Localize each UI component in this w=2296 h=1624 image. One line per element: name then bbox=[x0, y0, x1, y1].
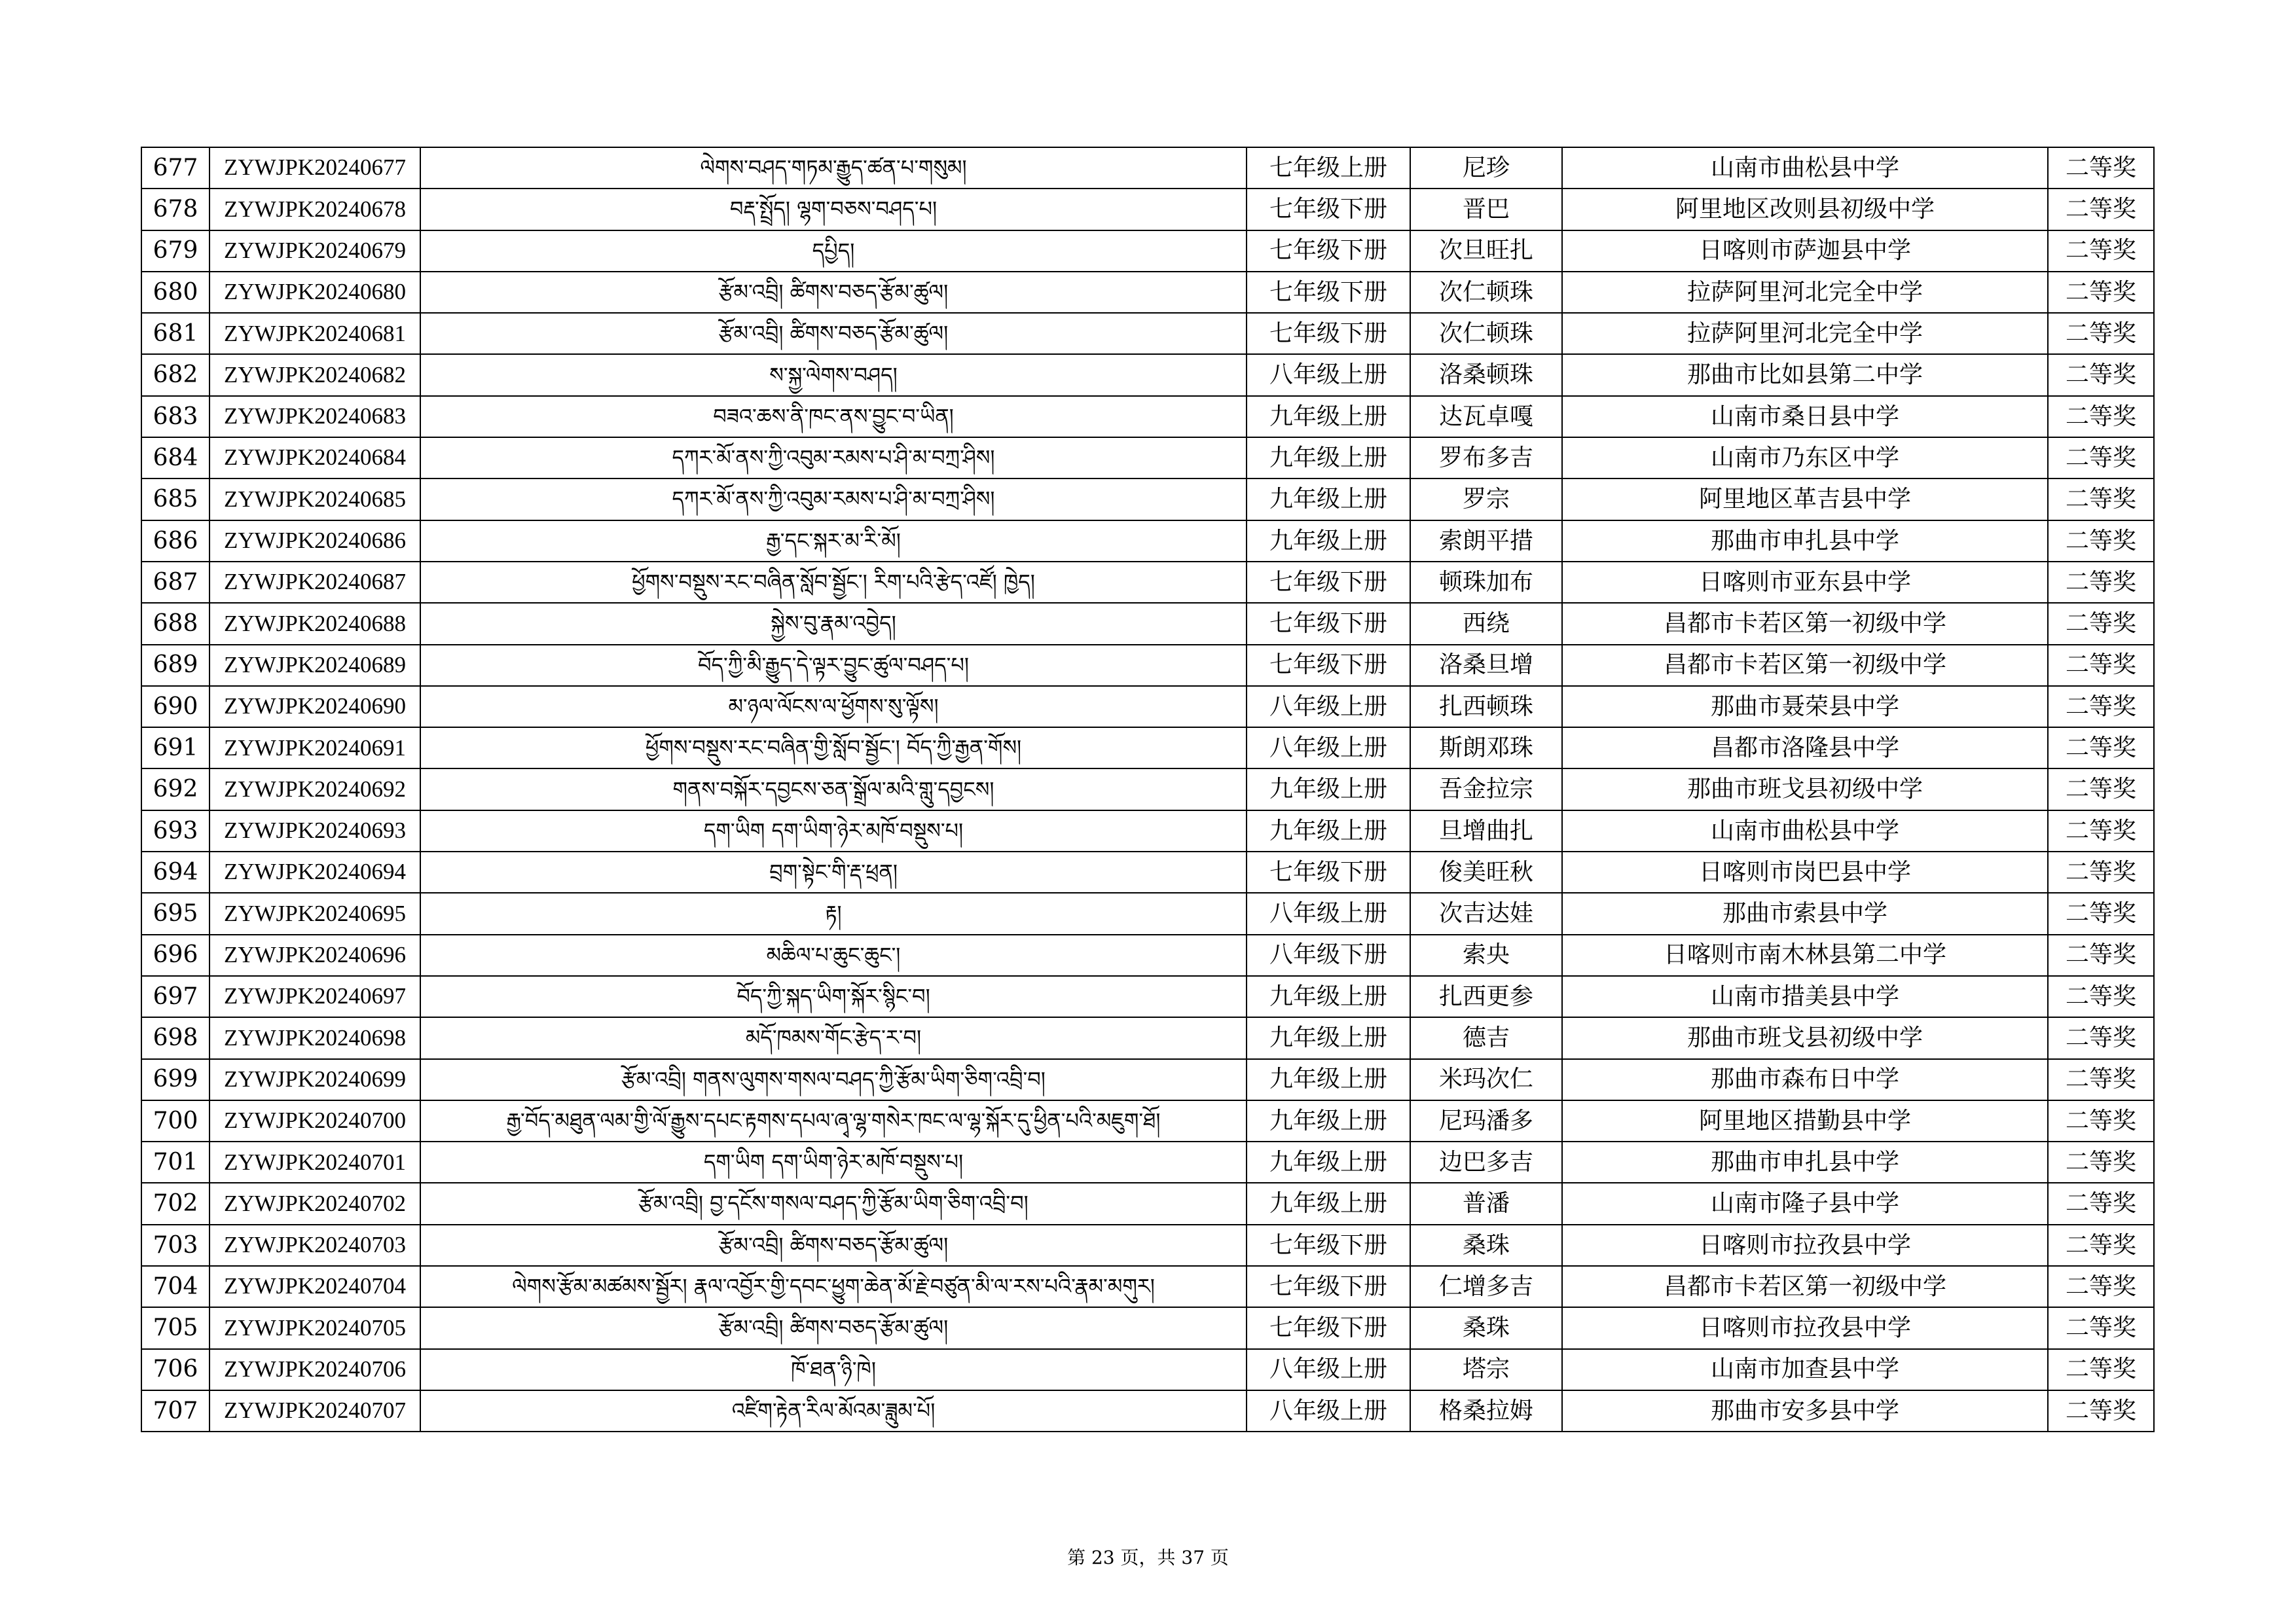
teacher-name: 索朗平措 bbox=[1410, 520, 1562, 562]
lesson-title: དཀར་མོ་ནས་ཀྱི་འབུམ་རམས་པ་ཤི་མ་བཀྲ་ཤིས། bbox=[420, 437, 1247, 478]
grade-volume: 九年级上册 bbox=[1247, 768, 1410, 810]
grade-volume: 九年级上册 bbox=[1247, 520, 1410, 562]
entry-code: ZYWJPK20240701 bbox=[210, 1142, 420, 1183]
teacher-name: 罗布多吉 bbox=[1410, 437, 1562, 478]
school-name: 昌都市洛隆县中学 bbox=[1562, 727, 2048, 768]
lesson-title: ལེགས་རྩོམ་མཚམས་སྦྱོར། རྣལ་འབྱོར་གྱི་དབང་ཕྱུག་ཆེན་མོ་རྗེ་བཙུན་མི་ལ་རས་པའི་རྣམ་མགུར། bbox=[420, 1266, 1247, 1307]
table-row bbox=[141, 1225, 2154, 1266]
row-number: 680 bbox=[141, 272, 210, 313]
award-level: 二等奖 bbox=[2048, 272, 2154, 313]
lesson-title: བོད་ཀྱི་མི་རྒྱུད་དེ་ལྟར་བྱུང་ཚུལ་བཤད་པ། bbox=[420, 645, 1247, 686]
teacher-name: 仁增多吉 bbox=[1410, 1266, 1562, 1307]
entry-code: ZYWJPK20240684 bbox=[210, 437, 420, 478]
entry-code: ZYWJPK20240685 bbox=[210, 478, 420, 520]
table-row bbox=[141, 1017, 2154, 1058]
award-level: 二等奖 bbox=[2048, 230, 2154, 272]
lesson-title: བྲག་སྟེང་གི་རྡ་ཕྲན། bbox=[420, 852, 1247, 893]
grade-volume: 八年级上册 bbox=[1247, 1390, 1410, 1432]
teacher-name: 西绕 bbox=[1410, 603, 1562, 644]
award-level: 二等奖 bbox=[2048, 354, 2154, 395]
lesson-title: བཟའ་ཆས་ནི་ཁང་ནས་བྱུང་བ་ཡིན། bbox=[420, 396, 1247, 437]
row-number: 684 bbox=[141, 437, 210, 478]
school-name: 山南市乃东区中学 bbox=[1562, 437, 2048, 478]
school-name: 山南市隆子县中学 bbox=[1562, 1183, 2048, 1224]
school-name: 那曲市安多县中学 bbox=[1562, 1390, 2048, 1432]
grade-volume: 七年级下册 bbox=[1247, 852, 1410, 893]
lesson-title: གནས་བསྐོར་དབྱངས་ཅན་སྒྲོལ་མའི་གླུ་དབྱངས། bbox=[420, 768, 1247, 810]
teacher-name: 尼玛潘多 bbox=[1410, 1100, 1562, 1142]
lesson-title: ས་སྐྱ་ལེགས་བཤད། bbox=[420, 354, 1247, 395]
row-number: 693 bbox=[141, 810, 210, 852]
grade-volume: 七年级下册 bbox=[1247, 189, 1410, 230]
award-level: 二等奖 bbox=[2048, 478, 2154, 520]
lesson-title: རྩོམ་འབྲི། གནས་ལུགས་གསལ་བཤད་ཀྱི་རྩོམ་ཡིག་ཅིག་འབྲི་བ། bbox=[420, 1059, 1247, 1100]
lesson-title: རྟ། bbox=[420, 893, 1247, 934]
entry-code: ZYWJPK20240688 bbox=[210, 603, 420, 644]
entry-code: ZYWJPK20240679 bbox=[210, 230, 420, 272]
row-number: 686 bbox=[141, 520, 210, 562]
table-row bbox=[141, 852, 2154, 893]
entry-code: ZYWJPK20240686 bbox=[210, 520, 420, 562]
row-number: 682 bbox=[141, 354, 210, 395]
table-row bbox=[141, 810, 2154, 852]
teacher-name: 晋巴 bbox=[1410, 189, 1562, 230]
table-row bbox=[141, 272, 2154, 313]
grade-volume: 九年级上册 bbox=[1247, 976, 1410, 1017]
grade-volume: 九年级上册 bbox=[1247, 1183, 1410, 1224]
row-number: 691 bbox=[141, 727, 210, 768]
award-level: 二等奖 bbox=[2048, 686, 2154, 727]
row-number: 692 bbox=[141, 768, 210, 810]
grade-volume: 七年级下册 bbox=[1247, 1266, 1410, 1307]
grade-volume: 七年级下册 bbox=[1247, 562, 1410, 603]
row-number: 695 bbox=[141, 893, 210, 934]
row-number: 697 bbox=[141, 976, 210, 1017]
school-name: 山南市桑日县中学 bbox=[1562, 396, 2048, 437]
award-level: 二等奖 bbox=[2048, 1100, 2154, 1142]
teacher-name: 达瓦卓嘎 bbox=[1410, 396, 1562, 437]
lesson-title: ལེགས་བཤད་གཏམ་རྒྱུད་ཚན་པ་གསུམ། bbox=[420, 147, 1247, 189]
school-name: 日喀则市萨迦县中学 bbox=[1562, 230, 2048, 272]
grade-volume: 八年级上册 bbox=[1247, 893, 1410, 934]
school-name: 山南市曲松县中学 bbox=[1562, 147, 2048, 189]
grade-volume: 九年级上册 bbox=[1247, 437, 1410, 478]
grade-volume: 七年级下册 bbox=[1247, 645, 1410, 686]
row-number: 694 bbox=[141, 852, 210, 893]
entry-code: ZYWJPK20240703 bbox=[210, 1225, 420, 1266]
teacher-name: 格桑拉姆 bbox=[1410, 1390, 1562, 1432]
entry-code: ZYWJPK20240678 bbox=[210, 189, 420, 230]
entry-code: ZYWJPK20240677 bbox=[210, 147, 420, 189]
awards-table bbox=[141, 147, 2155, 1432]
teacher-name: 次仁顿珠 bbox=[1410, 313, 1562, 354]
school-name: 阿里地区措勤县中学 bbox=[1562, 1100, 2048, 1142]
entry-code: ZYWJPK20240696 bbox=[210, 935, 420, 976]
teacher-name: 塔宗 bbox=[1410, 1349, 1562, 1390]
school-name: 昌都市卡若区第一初级中学 bbox=[1562, 645, 2048, 686]
table-row bbox=[141, 1142, 2154, 1183]
grade-volume: 八年级上册 bbox=[1247, 686, 1410, 727]
grade-volume: 七年级下册 bbox=[1247, 1307, 1410, 1348]
lesson-title: དག་ཡིག དག་ཡིག་ཉེར་མཁོ་བསྡུས་པ། bbox=[420, 810, 1247, 852]
teacher-name: 次吉达娃 bbox=[1410, 893, 1562, 934]
award-level: 二等奖 bbox=[2048, 603, 2154, 644]
teacher-name: 斯朗邓珠 bbox=[1410, 727, 1562, 768]
entry-code: ZYWJPK20240699 bbox=[210, 1059, 420, 1100]
entry-code: ZYWJPK20240697 bbox=[210, 976, 420, 1017]
school-name: 昌都市卡若区第一初级中学 bbox=[1562, 1266, 2048, 1307]
table-row bbox=[141, 437, 2154, 478]
lesson-title: རྩོམ་འབྲི། ཚིགས་བཅད་རྩོམ་ཚུལ། bbox=[420, 313, 1247, 354]
row-number: 705 bbox=[141, 1307, 210, 1348]
lesson-title: རྒྱ་དང་སྐར་མ་རི་མོ། bbox=[420, 520, 1247, 562]
entry-code: ZYWJPK20240694 bbox=[210, 852, 420, 893]
teacher-name: 索央 bbox=[1410, 935, 1562, 976]
entry-code: ZYWJPK20240700 bbox=[210, 1100, 420, 1142]
row-number: 679 bbox=[141, 230, 210, 272]
award-level: 二等奖 bbox=[2048, 935, 2154, 976]
award-level: 二等奖 bbox=[2048, 520, 2154, 562]
row-number: 707 bbox=[141, 1390, 210, 1432]
award-level: 二等奖 bbox=[2048, 1142, 2154, 1183]
grade-volume: 七年级上册 bbox=[1247, 147, 1410, 189]
row-number: 703 bbox=[141, 1225, 210, 1266]
lesson-title: ཁོ་ཐན་ཉི་ཁེ། bbox=[420, 1349, 1247, 1390]
entry-code: ZYWJPK20240707 bbox=[210, 1390, 420, 1432]
lesson-title: བརྡ་སྤྲོད། ལྷག་བཅས་བཤད་པ། bbox=[420, 189, 1247, 230]
table-row bbox=[141, 1307, 2154, 1348]
lesson-title: བོད་ཀྱི་སྐད་ཡིག་སྐོར་སྙིང་བ། bbox=[420, 976, 1247, 1017]
row-number: 702 bbox=[141, 1183, 210, 1224]
entry-code: ZYWJPK20240682 bbox=[210, 354, 420, 395]
lesson-title: རྒྱ་བོད་མཐུན་ལམ་གྱི་ལོ་རྒྱུས་དཔང་རྟགས་དཔལ་ཞྭ་ལྷ་གསེར་ཁང་ལ་ལྷ་སྐོར་དུ་ཕྱིན་པའི་མཇུག་ཐོ། bbox=[420, 1100, 1247, 1142]
teacher-name: 米玛次仁 bbox=[1410, 1059, 1562, 1100]
teacher-name: 顿珠加布 bbox=[1410, 562, 1562, 603]
award-level: 二等奖 bbox=[2048, 852, 2154, 893]
grade-volume: 七年级下册 bbox=[1247, 1225, 1410, 1266]
row-number: 696 bbox=[141, 935, 210, 976]
table-row bbox=[141, 562, 2154, 603]
row-number: 683 bbox=[141, 396, 210, 437]
school-name: 阿里地区改则县初级中学 bbox=[1562, 189, 2048, 230]
award-level: 二等奖 bbox=[2048, 313, 2154, 354]
entry-code: ZYWJPK20240690 bbox=[210, 686, 420, 727]
entry-code: ZYWJPK20240681 bbox=[210, 313, 420, 354]
entry-code: ZYWJPK20240698 bbox=[210, 1017, 420, 1058]
teacher-name: 扎西更参 bbox=[1410, 976, 1562, 1017]
award-level: 二等奖 bbox=[2048, 147, 2154, 189]
grade-volume: 九年级上册 bbox=[1247, 1142, 1410, 1183]
table-row bbox=[141, 893, 2154, 934]
teacher-name: 扎西顿珠 bbox=[1410, 686, 1562, 727]
grade-volume: 九年级上册 bbox=[1247, 1017, 1410, 1058]
school-name: 那曲市班戈县初级中学 bbox=[1562, 768, 2048, 810]
teacher-name: 桑珠 bbox=[1410, 1307, 1562, 1348]
award-level: 二等奖 bbox=[2048, 768, 2154, 810]
table-row bbox=[141, 396, 2154, 437]
school-name: 昌都市卡若区第一初级中学 bbox=[1562, 603, 2048, 644]
row-number: 701 bbox=[141, 1142, 210, 1183]
lesson-title: རྩོམ་འབྲི། ཚིགས་བཅད་རྩོམ་ཚུལ། bbox=[420, 272, 1247, 313]
table-row bbox=[141, 768, 2154, 810]
lesson-title: རྩོམ་འབྲི། ཚིགས་བཅད་རྩོམ་ཚུལ། bbox=[420, 1225, 1247, 1266]
grade-volume: 九年级上册 bbox=[1247, 1059, 1410, 1100]
grade-volume: 八年级下册 bbox=[1247, 935, 1410, 976]
school-name: 那曲市索县中学 bbox=[1562, 893, 2048, 934]
table-row bbox=[141, 935, 2154, 976]
row-number: 687 bbox=[141, 562, 210, 603]
row-number: 688 bbox=[141, 603, 210, 644]
school-name: 日喀则市拉孜县中学 bbox=[1562, 1307, 2048, 1348]
award-level: 二等奖 bbox=[2048, 810, 2154, 852]
award-level: 二等奖 bbox=[2048, 437, 2154, 478]
row-number: 678 bbox=[141, 189, 210, 230]
award-level: 二等奖 bbox=[2048, 189, 2154, 230]
award-level: 二等奖 bbox=[2048, 1307, 2154, 1348]
table-row bbox=[141, 189, 2154, 230]
teacher-name: 桑珠 bbox=[1410, 1225, 1562, 1266]
awards-table-wrapper bbox=[141, 147, 2153, 1432]
grade-volume: 七年级下册 bbox=[1247, 603, 1410, 644]
table-row bbox=[141, 1266, 2154, 1307]
entry-code: ZYWJPK20240706 bbox=[210, 1349, 420, 1390]
lesson-title: མ་ཉལ་ལོངས་ལ་ཕྱོགས་སུ་ལྟོས། bbox=[420, 686, 1247, 727]
grade-volume: 七年级下册 bbox=[1247, 230, 1410, 272]
table-row bbox=[141, 976, 2154, 1017]
row-number: 689 bbox=[141, 645, 210, 686]
school-name: 日喀则市岗巴县中学 bbox=[1562, 852, 2048, 893]
award-level: 二等奖 bbox=[2048, 1017, 2154, 1058]
table-row bbox=[141, 520, 2154, 562]
award-level: 二等奖 bbox=[2048, 1266, 2154, 1307]
table-row bbox=[141, 1183, 2154, 1224]
school-name: 山南市措美县中学 bbox=[1562, 976, 2048, 1017]
grade-volume: 八年级上册 bbox=[1247, 1349, 1410, 1390]
teacher-name: 次旦旺扎 bbox=[1410, 230, 1562, 272]
entry-code: ZYWJPK20240702 bbox=[210, 1183, 420, 1224]
entry-code: ZYWJPK20240683 bbox=[210, 396, 420, 437]
award-level: 二等奖 bbox=[2048, 727, 2154, 768]
lesson-title: མདོ་ཁམས་གོང་རྩེད་ར་བ། bbox=[420, 1017, 1247, 1058]
table-row bbox=[141, 1390, 2154, 1432]
teacher-name: 旦增曲扎 bbox=[1410, 810, 1562, 852]
table-row bbox=[141, 645, 2154, 686]
school-name: 阿里地区革吉县中学 bbox=[1562, 478, 2048, 520]
lesson-title: ཕྱོགས་བསྡུས་རང་བཞིན་གྱི་སློབ་སྦྱོང་། བོད་ཀྱི་རྒྱན་གོས། bbox=[420, 727, 1247, 768]
entry-code: ZYWJPK20240680 bbox=[210, 272, 420, 313]
row-number: 699 bbox=[141, 1059, 210, 1100]
teacher-name: 吾金拉宗 bbox=[1410, 768, 1562, 810]
entry-code: ZYWJPK20240692 bbox=[210, 768, 420, 810]
teacher-name: 德吉 bbox=[1410, 1017, 1562, 1058]
grade-volume: 七年级下册 bbox=[1247, 272, 1410, 313]
school-name: 日喀则市拉孜县中学 bbox=[1562, 1225, 2048, 1266]
lesson-title: མཆིལ་པ་ཆུང་ཆུང་། bbox=[420, 935, 1247, 976]
table-row bbox=[141, 230, 2154, 272]
entry-code: ZYWJPK20240687 bbox=[210, 562, 420, 603]
row-number: 677 bbox=[141, 147, 210, 189]
school-name: 拉萨阿里河北完全中学 bbox=[1562, 313, 2048, 354]
teacher-name: 次仁顿珠 bbox=[1410, 272, 1562, 313]
entry-code: ZYWJPK20240695 bbox=[210, 893, 420, 934]
row-number: 698 bbox=[141, 1017, 210, 1058]
grade-volume: 八年级上册 bbox=[1247, 727, 1410, 768]
table-row bbox=[141, 686, 2154, 727]
table-row bbox=[141, 478, 2154, 520]
award-level: 二等奖 bbox=[2048, 1390, 2154, 1432]
school-name: 日喀则市南木林县第二中学 bbox=[1562, 935, 2048, 976]
school-name: 拉萨阿里河北完全中学 bbox=[1562, 272, 2048, 313]
school-name: 那曲市班戈县初级中学 bbox=[1562, 1017, 2048, 1058]
school-name: 山南市曲松县中学 bbox=[1562, 810, 2048, 852]
entry-code: ZYWJPK20240693 bbox=[210, 810, 420, 852]
table-row bbox=[141, 727, 2154, 768]
entry-code: ZYWJPK20240689 bbox=[210, 645, 420, 686]
award-level: 二等奖 bbox=[2048, 396, 2154, 437]
award-level: 二等奖 bbox=[2048, 1059, 2154, 1100]
table-row bbox=[141, 1059, 2154, 1100]
entry-code: ZYWJPK20240691 bbox=[210, 727, 420, 768]
table-row bbox=[141, 313, 2154, 354]
lesson-title: ཕྱོགས་བསྡུས་རང་བཞིན་སློབ་སྦྱོང་། རིག་པའི་རྩེད་འཛོ། ཁྱེད། bbox=[420, 562, 1247, 603]
lesson-title: སྐྱེས་བུ་རྣམ་འབྱེད། bbox=[420, 603, 1247, 644]
lesson-title: དཀར་མོ་ནས་ཀྱི་འབུམ་རམས་པ་ཤི་མ་བཀྲ་ཤིས། bbox=[420, 478, 1247, 520]
grade-volume: 九年级上册 bbox=[1247, 396, 1410, 437]
teacher-name: 罗宗 bbox=[1410, 478, 1562, 520]
award-level: 二等奖 bbox=[2048, 1225, 2154, 1266]
award-level: 二等奖 bbox=[2048, 1183, 2154, 1224]
teacher-name: 俊美旺秋 bbox=[1410, 852, 1562, 893]
teacher-name: 普潘 bbox=[1410, 1183, 1562, 1224]
lesson-title: འཛིག་རྟེན་རིལ་མོའམ་ཟླུམ་པོ། bbox=[420, 1390, 1247, 1432]
grade-volume: 九年级上册 bbox=[1247, 1100, 1410, 1142]
school-name: 那曲市申扎县中学 bbox=[1562, 1142, 2048, 1183]
row-number: 704 bbox=[141, 1266, 210, 1307]
school-name: 日喀则市亚东县中学 bbox=[1562, 562, 2048, 603]
teacher-name: 尼珍 bbox=[1410, 147, 1562, 189]
entry-code: ZYWJPK20240704 bbox=[210, 1266, 420, 1307]
table-row bbox=[141, 1100, 2154, 1142]
lesson-title: རྩོམ་འབྲི། ཚིགས་བཅད་རྩོམ་ཚུལ། bbox=[420, 1307, 1247, 1348]
school-name: 那曲市聂荣县中学 bbox=[1562, 686, 2048, 727]
grade-volume: 七年级下册 bbox=[1247, 313, 1410, 354]
table-row bbox=[141, 1349, 2154, 1390]
teacher-name: 边巴多吉 bbox=[1410, 1142, 1562, 1183]
school-name: 山南市加查县中学 bbox=[1562, 1349, 2048, 1390]
lesson-title: དཔྱིད། bbox=[420, 230, 1247, 272]
row-number: 681 bbox=[141, 313, 210, 354]
lesson-title: དག་ཡིག དག་ཡིག་ཉེར་མཁོ་བསྡུས་པ། bbox=[420, 1142, 1247, 1183]
award-level: 二等奖 bbox=[2048, 1349, 2154, 1390]
row-number: 690 bbox=[141, 686, 210, 727]
grade-volume: 八年级上册 bbox=[1247, 354, 1410, 395]
page-footer: 第 23 页，共 37 页 bbox=[1067, 1547, 1229, 1568]
award-level: 二等奖 bbox=[2048, 645, 2154, 686]
school-name: 那曲市森布日中学 bbox=[1562, 1059, 2048, 1100]
lesson-title: རྩོམ་འབྲི། བྱ་དངོས་གསལ་བཤད་ཀྱི་རྩོམ་ཡིག་ཅིག་འབྲི་བ། bbox=[420, 1183, 1247, 1224]
awards-table-body bbox=[141, 147, 2154, 1432]
teacher-name: 洛桑顿珠 bbox=[1410, 354, 1562, 395]
table-row bbox=[141, 147, 2154, 189]
grade-volume: 九年级上册 bbox=[1247, 810, 1410, 852]
entry-code: ZYWJPK20240705 bbox=[210, 1307, 420, 1348]
row-number: 700 bbox=[141, 1100, 210, 1142]
table-row bbox=[141, 354, 2154, 395]
grade-volume: 九年级上册 bbox=[1247, 478, 1410, 520]
school-name: 那曲市比如县第二中学 bbox=[1562, 354, 2048, 395]
teacher-name: 洛桑旦增 bbox=[1410, 645, 1562, 686]
award-level: 二等奖 bbox=[2048, 562, 2154, 603]
table-row bbox=[141, 603, 2154, 644]
row-number: 685 bbox=[141, 478, 210, 520]
award-level: 二等奖 bbox=[2048, 893, 2154, 934]
school-name: 那曲市申扎县中学 bbox=[1562, 520, 2048, 562]
award-level: 二等奖 bbox=[2048, 976, 2154, 1017]
row-number: 706 bbox=[141, 1349, 210, 1390]
